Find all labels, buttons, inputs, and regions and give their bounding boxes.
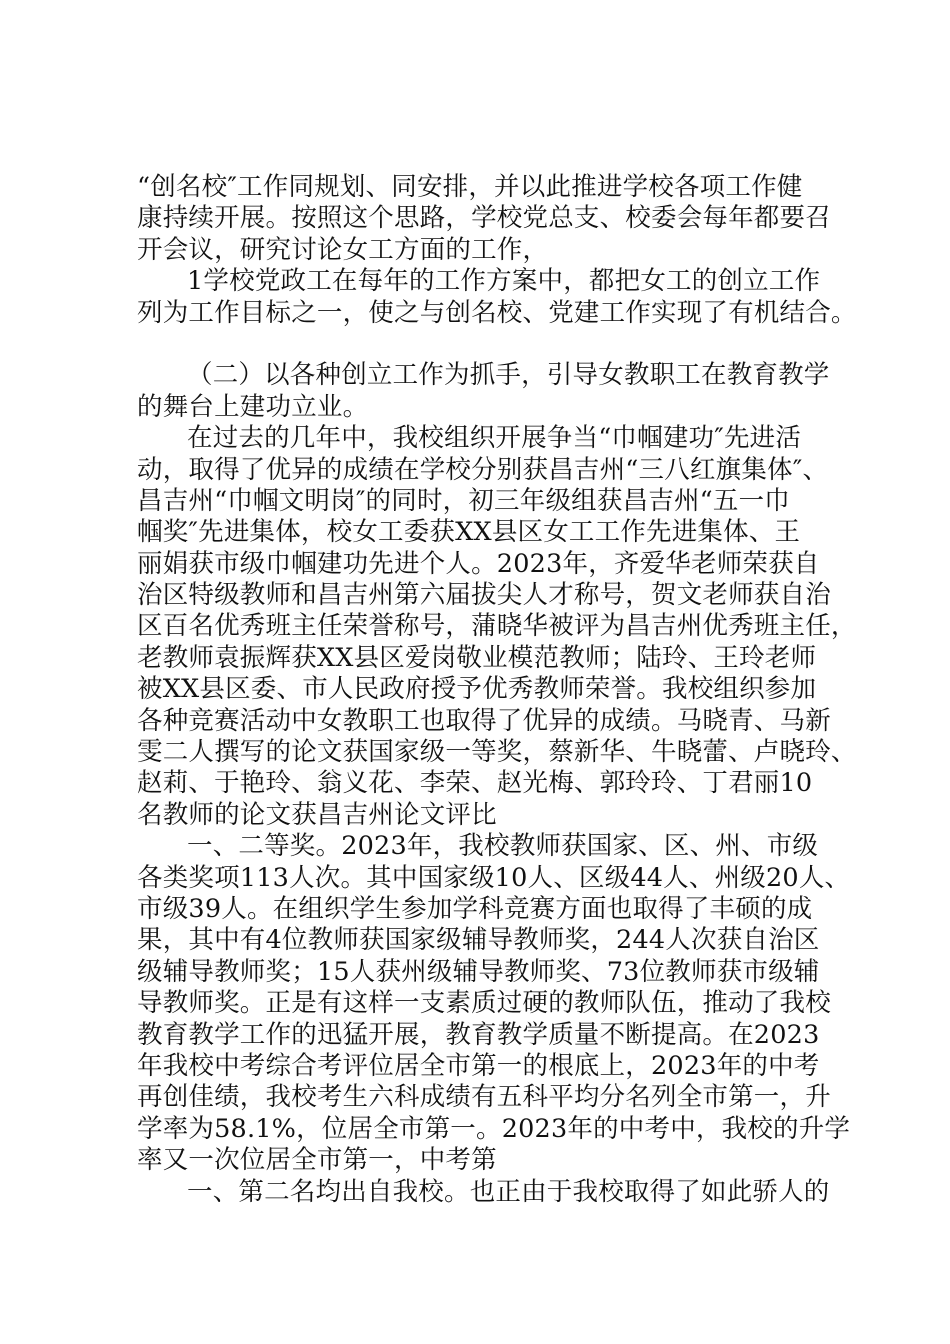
text-line: 果，其中有4位教师获国家级辅导教师奖，244人次获自治区 — [137, 925, 820, 956]
text-line: 的舞台上建功立业。 — [137, 391, 369, 422]
text-line: 教育教学工作的迅猛开展，教育教学质量不断提高。在2023 — [137, 1019, 820, 1050]
text-line: 列为工作目标之一，使之与创名校、党建工作实现了有机结合。 — [137, 297, 857, 328]
text-line: 年我校中考综合考评位居全市第一的根底上，2023年的中考 — [137, 1050, 820, 1081]
text-line: 一、第二名均出自我校。也正由于我校取得了如此骄人的 — [187, 1176, 830, 1207]
text-line: 丽娟获市级巾帼建功先进个人。2023年，齐爱华老师荣获自 — [137, 548, 820, 579]
text-line: 率又一次位居全市第一，中考第 — [137, 1145, 497, 1176]
text-line: 昌吉州“巾帼文明岗″的同时，初三年级组获昌吉州“五一巾 — [137, 485, 790, 516]
text-line: 被XX县区委、市人民政府授予优秀教师荣誉。我校组织参加 — [137, 674, 817, 705]
text-line: 一、二等奖。2023年，我校教师获国家、区、州、市级 — [187, 831, 819, 862]
text-line: 康持续开展。按照这个思路，学校党总支、校委会每年都要召 — [137, 203, 831, 234]
text-line: 各种竞赛活动中女教职工也取得了优异的成绩。马晓青、马新 — [137, 705, 831, 736]
text-line: 导教师奖。正是有这样一支素质过硬的教师队伍，推动了我校 — [137, 988, 831, 1019]
text-line: 级辅导教师奖；15人获州级辅导教师奖、73位教师获市级辅 — [137, 956, 820, 987]
text-line: 学率为58.1%，位居全市第一。2023年的中考中，我校的升学 — [137, 1113, 851, 1144]
text-line: 老教师袁振辉获XX县区爱岗敬业模范教师；陆玲、王玲老师 — [137, 642, 817, 673]
text-line: 动，取得了优异的成绩在学校分别获昌吉州“三八红旗集体″、 — [137, 454, 829, 485]
document-body — [137, 172, 857, 1208]
text-line: 各类奖项113人次。其中国家级10人、区级44人、州级20人、 — [137, 862, 851, 893]
text-line: 1学校党政工在每年的工作方案中，都把女工的创立工作 — [187, 266, 821, 297]
text-line: 雯二人撰写的论文获国家级一等奖，蔡新华、牛晓蕾、卢晓玲、 — [137, 737, 857, 768]
text-line: 帼奖″先进集体，校女工委获XX县区女工工作先进集体、王 — [137, 517, 801, 548]
text-line: 开会议，研究讨论女工方面的工作， — [137, 234, 549, 265]
blank-line — [137, 329, 857, 360]
text-line: 名教师的论文获昌吉州论文评比 — [137, 799, 497, 830]
text-line: 区百名优秀班主任荣誉称号，蒲晓华被评为昌吉州优秀班主任， — [137, 611, 857, 642]
text-line: 再创佳绩，我校考生六科成绩有五科平均分名列全市第一，升 — [137, 1082, 831, 1113]
text-line: 赵莉、于艳玲、翁义花、李荣、赵光梅、郭玲玲、丁君丽10 — [137, 768, 813, 799]
text-line: “创名校″工作同规划、同安排，并以此推进学校各项工作健 — [137, 172, 803, 202]
text-line: 市级39人。在组织学生参加学科竞赛方面也取得了丰硕的成 — [137, 893, 813, 924]
text-line: （二）以各种创立工作为抓手，引导女教职工在教育教学 — [187, 360, 830, 391]
text-line: 治区特级教师和昌吉州第六届拔尖人才称号，贺文老师获自治 — [137, 580, 831, 611]
text-line: 在过去的几年中，我校组织开展争当“巾帼建功″先进活 — [187, 423, 802, 454]
